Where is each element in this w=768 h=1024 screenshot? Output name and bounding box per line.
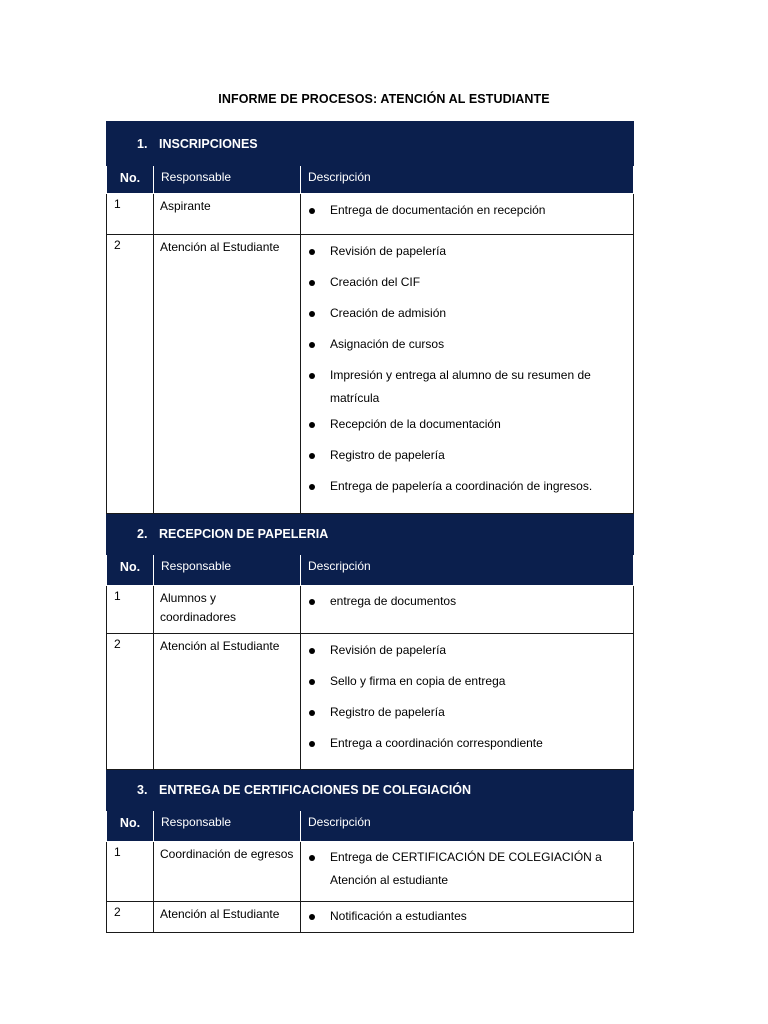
section-number: 1.: [137, 136, 148, 151]
list-item: Revisión de papelería: [307, 639, 627, 662]
bullet-icon: [307, 199, 330, 222]
list-item: Impresión y entrega al alumno de su resumen de matrícula: [307, 364, 627, 410]
row-descripcion: [301, 842, 634, 902]
header-no: No.: [107, 555, 154, 586]
bullet-icon: [307, 475, 330, 498]
header-no: No.: [107, 166, 154, 194]
table-row: [107, 235, 634, 514]
table-row: [107, 194, 634, 235]
bullet-icon: [307, 364, 330, 410]
bullet-icon: [307, 240, 330, 263]
header-responsable: Responsable: [154, 166, 301, 194]
section-title: RECEPCION DE PAPELERIA: [159, 527, 329, 541]
bullet-icon: [307, 302, 330, 325]
row-descripcion: [301, 235, 634, 514]
bullet-icon: [307, 271, 330, 294]
bullet-icon: [307, 444, 330, 467]
list-item: Notificación a estudiantes: [307, 905, 627, 928]
row-descripcion: [301, 902, 634, 933]
section-header: [107, 122, 634, 166]
row-responsable: Atención al Estudiante: [154, 902, 301, 933]
row-number: 1: [107, 586, 154, 634]
bullet-icon: [307, 670, 330, 693]
row-responsable: Aspirante: [154, 194, 301, 235]
bullet-icon: [307, 413, 330, 436]
bullet-icon: [307, 905, 330, 928]
header-descripcion: Descripción: [301, 555, 634, 586]
section-title: ENTREGA DE CERTIFICACIONES DE COLEGIACIÓN: [159, 783, 472, 797]
section-header: [107, 514, 634, 555]
list-item: entrega de documentos: [307, 590, 627, 613]
bullet-icon: [307, 333, 330, 356]
table-row: [107, 902, 634, 933]
list-item: Creación del CIF: [307, 271, 627, 294]
column-header-row: [107, 811, 634, 842]
bullet-icon: [307, 590, 330, 613]
column-header-row: [107, 166, 634, 194]
process-table: [106, 121, 634, 933]
list-item: Entrega de CERTIFICACIÓN DE COLEGIACIÓN a Atención al estudiante: [307, 846, 627, 892]
bullet-icon: [307, 639, 330, 662]
row-number: 1: [107, 842, 154, 902]
row-descripcion: [301, 634, 634, 770]
row-number: 2: [107, 235, 154, 514]
row-responsable: Coordinación de egresos: [154, 842, 301, 902]
table-row: [107, 634, 634, 770]
section-title: INSCRIPCIONES: [159, 136, 258, 151]
list-item: Entrega de papelería a coordinación de ingresos.: [307, 475, 627, 498]
column-header-row: [107, 555, 634, 586]
bullet-icon: [307, 732, 330, 755]
bullet-icon: [307, 701, 330, 724]
list-item: Registro de papelería: [307, 701, 627, 724]
row-responsable: Atención al Estudiante: [154, 634, 301, 770]
list-item: Entrega de documentación en recepción: [307, 199, 627, 222]
row-descripcion: [301, 194, 634, 235]
row-responsable: Atención al Estudiante: [154, 235, 301, 514]
list-item: Recepción de la documentación: [307, 413, 627, 436]
section-number: 2.: [137, 527, 148, 541]
section-header: [107, 770, 634, 811]
header-responsable: Responsable: [154, 555, 301, 586]
bullet-icon: [307, 846, 330, 892]
header-descripcion: Descripción: [301, 811, 634, 842]
row-number: 2: [107, 902, 154, 933]
header-no: No.: [107, 811, 154, 842]
header-responsable: Responsable: [154, 811, 301, 842]
section-number: 3.: [137, 783, 148, 797]
table-row: [107, 586, 634, 634]
row-number: 1: [107, 194, 154, 235]
list-item: Sello y firma en copia de entrega: [307, 670, 627, 693]
list-item: Registro de papelería: [307, 444, 627, 467]
row-descripcion: [301, 586, 634, 634]
header-descripcion: Descripción: [301, 166, 634, 194]
row-responsable: Alumnos y coordinadores: [154, 586, 301, 634]
document-title: INFORME DE PROCESOS: ATENCIÓN AL ESTUDIANTE: [218, 92, 550, 106]
list-item: Asignación de cursos: [307, 333, 627, 356]
list-item: Creación de admisión: [307, 302, 627, 325]
table-row: [107, 842, 634, 902]
list-item: Revisión de papelería: [307, 240, 627, 263]
row-number: 2: [107, 634, 154, 770]
list-item: Entrega a coordinación correspondiente: [307, 732, 627, 755]
